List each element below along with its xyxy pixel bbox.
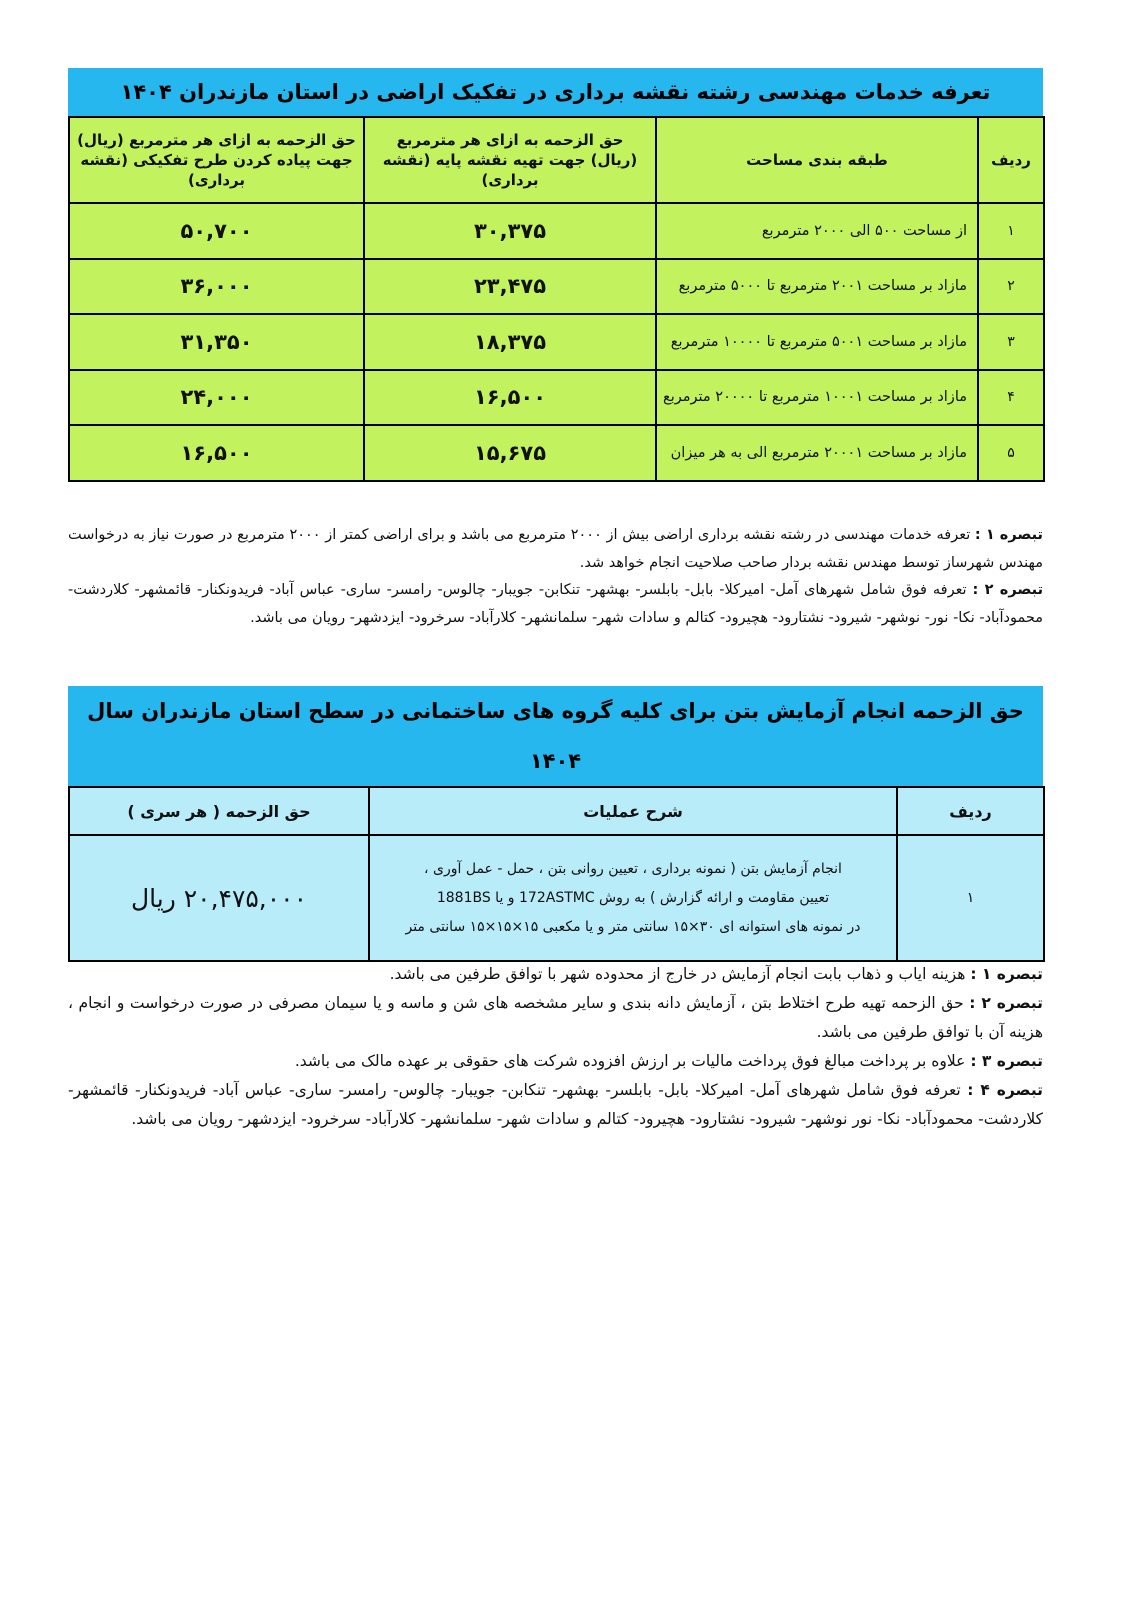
row-number: ۳: [978, 314, 1044, 370]
header-subdivision-fee: حق الزحمه به ازای هر مترمربع (ریال) جهت پیاده کردن طرح تفکیکی (نقشه برداری): [69, 117, 364, 203]
description-line: انجام آزمایش بتن ( نمونه برداری ، تعیین روانی بتن ، حمل - عمل آوری ،: [424, 860, 842, 877]
row-number: ۲: [978, 259, 1044, 315]
header-row-number: ردیف: [897, 787, 1044, 835]
note-paragraph: [68, 1076, 1043, 1134]
table-header-row: [69, 117, 1044, 203]
operation-description: [369, 835, 897, 961]
survey-tariff-section: [68, 68, 1043, 482]
description-line: تعیین مقاومت و ارائه گزارش ) به روش 172ASTMC و یا 1881BS: [436, 889, 830, 906]
note-text: تعرفه فوق شامل شهرهای آمل- امیرکلا- بابل- بابلسر- بهشهر- تنکابن- جویبار- چالوس- رامسر- ساری- عباس آباد- فریدونکنار- قائمشهر- کلاردشت- محمودآباد- نکا- نور نوشهر- شیرود- نشتارود- هچیرود- کتالم و سادات شهر- سلمانشهر- کلارآباد- سرخرود- ایزدشهر- رویان می باشد.: [68, 1081, 1043, 1128]
table-header-row: [69, 787, 1044, 835]
note-paragraph: [68, 522, 1043, 577]
subdivision-fee: ۳۱,۳۵۰: [69, 314, 364, 370]
base-map-fee: ۱۶,۵۰۰: [364, 370, 656, 426]
header-description: شرح عملیات: [369, 787, 897, 835]
table-row: [69, 835, 1044, 961]
note-paragraph: [68, 1047, 1043, 1076]
note-label: تبصره ۱ :: [974, 527, 1043, 543]
header-fee: حق الزحمه ( هر سری ): [69, 787, 369, 835]
note-label: تبصره ۳ :: [970, 1052, 1043, 1070]
note-text: تعرفه خدمات مهندسی در رشته نقشه برداری اراضی بیش از ۲۰۰۰ مترمربع می باشد و برای اراضی کمتر از ۲۰۰۰ مترمربع در صورت نیاز به درخواست مهندس شهرساز توسط مهندس نقشه بردار صاحب صلاحیت انجام خواهد شد.: [68, 527, 1043, 571]
row-number: ۱: [897, 835, 1044, 961]
concrete-test-table: [68, 786, 1045, 962]
subdivision-fee: ۳۶,۰۰۰: [69, 259, 364, 315]
base-map-fee: ۱۵,۶۷۵: [364, 425, 656, 481]
base-map-fee: ۱۸,۳۷۵: [364, 314, 656, 370]
concrete-notes: [68, 960, 1043, 1134]
header-area: طبقه بندی مساحت: [656, 117, 978, 203]
area-range: مازاد بر مساحت ۲۰۰۱ مترمربع تا ۵۰۰۰ مترمربع: [656, 259, 978, 315]
subdivision-fee: ۱۶,۵۰۰: [69, 425, 364, 481]
table-row: [69, 314, 1044, 370]
note-paragraph: [68, 577, 1043, 632]
note-paragraph: [68, 989, 1043, 1047]
area-range: از مساحت ۵۰۰ الی ۲۰۰۰ مترمربع: [656, 203, 978, 259]
area-range: مازاد بر مساحت ۲۰۰۰۱ مترمربع الی به هر میزان: [656, 425, 978, 481]
area-range: مازاد بر مساحت ۱۰۰۰۱ مترمربع تا ۲۰۰۰۰ مترمربع: [656, 370, 978, 426]
table-row: [69, 259, 1044, 315]
note-text: حق الزحمه تهیه طرح اختلاط بتن ، آزمایش دانه بندی و سایر مشخصه های شن و ماسه و یا سیمان مصرفی در صورت درخواست و انجام ، هزینه آن با توافق طرفین می باشد.: [68, 994, 1043, 1041]
subdivision-fee: ۵۰,۷۰۰: [69, 203, 364, 259]
survey-tariff-table: [68, 116, 1045, 482]
note-text: تعرفه فوق شامل شهرهای آمل- امیرکلا- بابل- بابلسر- بهشهر- تنکابن- جویبار- چالوس- رامسر- ساری- عباس آباد- فریدونکنار- قائمشهر- کلاردشت- محمودآباد- نکا- نور- نوشهر- شیرود- نشتارود- هچیرود- کتالم و سادات شهر- سلمانشهر- کلارآباد- سرخرود- ایزدشهر- رویان می باشد.: [68, 582, 1043, 626]
concrete-test-title: حق الزحمه انجام آزمایش بتن برای کلیه گروه های ساختمانی در سطح استان مازندران سال ۱۴۰۴: [68, 686, 1043, 786]
note-text: علاوه بر پرداخت مبالغ فوق پرداخت مالیات بر ارزش افزوده شرکت های حقوقی بر عهده مالک می باشد.: [294, 1052, 971, 1070]
test-fee: ۲۰,۴۷۵,۰۰۰ ریال: [69, 835, 369, 961]
note-label: تبصره ۴ :: [967, 1081, 1043, 1099]
description-line: در نمونه های استوانه ای ۳۰×۱۵ سانتی متر و یا مکعبی ۱۵×۱۵×۱۵ سانتی متر: [405, 918, 861, 935]
survey-notes: [68, 522, 1043, 632]
base-map-fee: ۳۰,۳۷۵: [364, 203, 656, 259]
header-row-number: ردیف: [978, 117, 1044, 203]
header-base-map-fee: حق الزحمه به ازای هر مترمربع (ریال) جهت تهیه نقشه پایه (نقشه برداری): [364, 117, 656, 203]
row-number: ۱: [978, 203, 1044, 259]
table-row: [69, 425, 1044, 481]
table-row: [69, 203, 1044, 259]
note-text: هزینه ایاب و ذهاب بابت انجام آزمایش در خارج از محدوده شهر با توافق طرفین می باشد.: [389, 965, 971, 983]
base-map-fee: ۲۳,۴۷۵: [364, 259, 656, 315]
area-range: مازاد بر مساحت ۵۰۰۱ مترمربع تا ۱۰۰۰۰ مترمربع: [656, 314, 978, 370]
note-label: تبصره ۲ :: [972, 582, 1044, 598]
subdivision-fee: ۲۴,۰۰۰: [69, 370, 364, 426]
survey-tariff-title: تعرفه خدمات مهندسی رشته نقشه برداری در تفکیک اراضی در استان مازندران ۱۴۰۴: [68, 68, 1043, 116]
note-label: تبصره ۲ :: [969, 994, 1043, 1012]
note-paragraph: [68, 960, 1043, 989]
row-number: ۴: [978, 370, 1044, 426]
row-number: ۵: [978, 425, 1044, 481]
table-row: [69, 370, 1044, 426]
note-label: تبصره ۱ :: [970, 965, 1043, 983]
concrete-test-section: [68, 686, 1043, 962]
